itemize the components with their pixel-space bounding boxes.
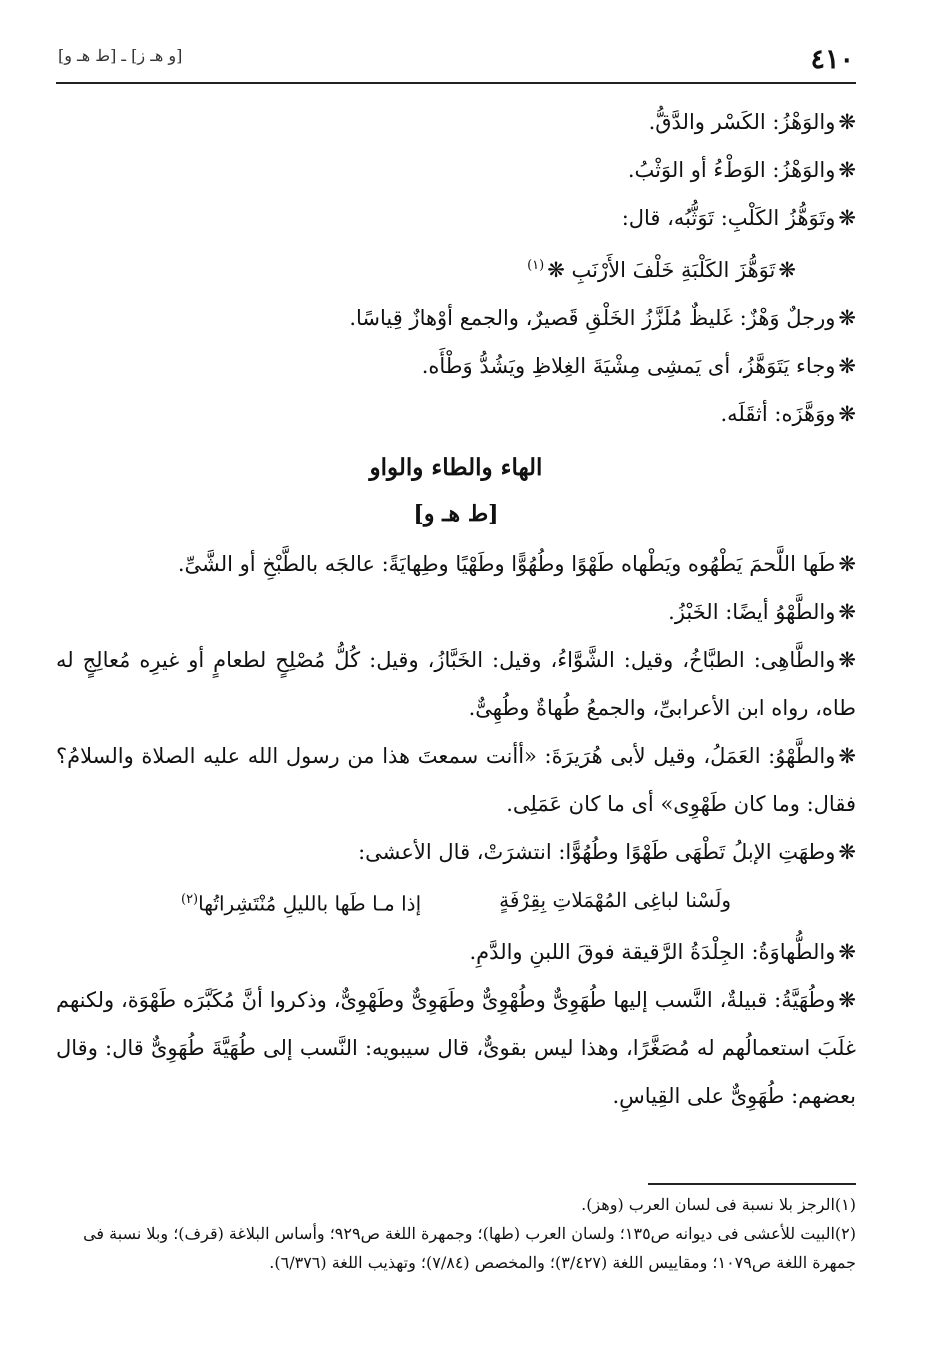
- star-icon: ❋: [838, 987, 856, 1012]
- entry: ❋طَها اللَّحمَ يَطْهُوه ويَطْهاه طَهْوًا وطُهُوًّا وطَهْيًا وطِهايَةً: عالجَه بالطَّبْخِ أو الشَّىِّ.: [177, 552, 856, 576]
- footnote-marker: (٢): [180, 892, 199, 907]
- star-icon: ❋: [838, 110, 856, 134]
- entry: ❋وطهَتِ الإبلُ تَطْهَى طَهْوًا وطُهُوًّا: انتشرَتْ، قال الأعشى:: [358, 840, 856, 864]
- footnote: (٢)البيت للأعشى فى ديوانه ص١٣٥؛ ولسان العرب (طها)؛ وجمهرة اللغة ص٩٢٩؛ وأساس البلاغة (قرف)؛ وبلا نسبة فى جمهرة اللغة ص١٠٧٩؛ ومقاييس اللغة (٣/٤٢٧)؛ والمخصص (٧/٨٤)؛ وتهذيب اللغة (٦/٣٧٦).: [83, 1224, 856, 1272]
- header-rule: [56, 82, 856, 84]
- entry: ❋ووَهَّزَه: أثقَلَه.: [720, 402, 856, 426]
- poem-first-hemistich: ولَسْنا لباغِى المُهْمَلاتِ بِقِرْفَةٍ: [499, 888, 732, 912]
- star-icon: ❋: [838, 158, 856, 182]
- entry: ❋والوَهْزُ: الكَسْر والدَّقُّ.: [648, 110, 856, 134]
- entry: ❋والوَهْزُ: الوَطْءُ أو الوَثْبُ.: [627, 158, 856, 182]
- footnotes: [56, 1190, 856, 1277]
- entry: ❋والطَّاهِى: الطبَّاخُ، وقيل: الشَّوَّاءُ، وقيل: الخَبَّازُ، وقيل: كُلُّ مُصْلِحٍ لطعامٍ أو غيرِه مُعالِجٍ له طاه، رواه ابن الأعرابىِّ، والجمعُ طُهاةٌ وطُهِىٌّ.: [56, 648, 856, 720]
- star-icon: ❋: [838, 552, 856, 576]
- star-icon: ❋: [838, 402, 856, 426]
- footnote-marker: (١): [527, 258, 545, 273]
- root-heading: [ط هـ و]: [413, 501, 499, 527]
- star-icon: ❋: [838, 744, 856, 768]
- entry: ❋وطُهَيَّةُ: قبيلةٌ، النَّسب إليها طُهَوِىٌّ وطُهْوِىٌّ وطَهَوِىٌّ وطَهْوِىٌّ، وذكروا أنَّ مُكَبَّرَه طَهْوَة، ولكنهم غلَبَ استعمالُهم له مُصَغَّرًا، وهذا ليس بقوىٌّ، قال سيبويه: النَّسب إلى طُهَيَّةَ طُهَوِىٌّ قال: وقال بعضهم: طُهَوِىٌّ على القِياسِ.: [56, 987, 856, 1108]
- entry: ❋ورجلٌ وَهْزٌ: غَليظٌ مُلَزَّزُ الخَلْقِ قَصيرٌ، والجمع أوْهازٌ قِياسًا.: [349, 306, 856, 330]
- footnote: (١)الرجز بلا نسبة فى لسان العرب (وهز).: [581, 1195, 856, 1214]
- entry: ❋والطَّهْوُ أيضًا: الخَبْزُ.: [668, 600, 856, 624]
- entries-body: [56, 98, 856, 1120]
- star-icon: ❋: [838, 600, 856, 624]
- star-icon: ❋: [838, 648, 856, 672]
- star-icon: ❋: [547, 258, 565, 282]
- poem-second-hemistich: إذا مـا طَها بالليلِ مُنْتَشِراتُها$^{(٢)}$: [180, 891, 422, 916]
- entry: ❋والطُّهاوَةُ: الجِلْدَةُ الرَّقيقة فوقَ اللبنِ والدَّمِ.: [469, 939, 856, 964]
- footnote-rule: [648, 1183, 856, 1185]
- section-heading: الهاء والطاء والواو: [369, 454, 543, 481]
- star-icon: ❋: [778, 258, 796, 282]
- star-icon: ❋: [838, 354, 856, 378]
- page-number: ٤١٠: [810, 44, 854, 75]
- poem-verse: [56, 876, 856, 928]
- running-head: [و هـ ز] ـ [ط هـ و]: [58, 46, 183, 65]
- star-icon: ❋: [838, 206, 856, 230]
- verse-line: ❋تَوَهُّزَ الكَلْبَةِ خَلْفَ الأَرْنَبِ ❋$^{(١)}$: [527, 258, 796, 282]
- entry: ❋والطَّهْوُ: العَمَلُ، وقيل لأبى هُرَيرَةَ: «أأنت سمعتَ هذا من رسول الله عليه الصلاة والسلامُ؟ فقال: وما كان طَهْوِى» أى ما كان عَمَلِى.: [56, 744, 856, 816]
- star-icon: ❋: [838, 306, 856, 330]
- star-icon: ❋: [838, 939, 856, 964]
- entry: ❋وتَوَهُّزُ الكَلْبِ: تَوَثُّبُه، قال:: [621, 206, 856, 230]
- entry: ❋وجاء يَتَوَهَّزُ، أى يَمشِى مِشْيَةَ الغِلاظِ ويَشُدُّ وَطْأَه.: [421, 354, 856, 378]
- star-icon: ❋: [838, 840, 856, 864]
